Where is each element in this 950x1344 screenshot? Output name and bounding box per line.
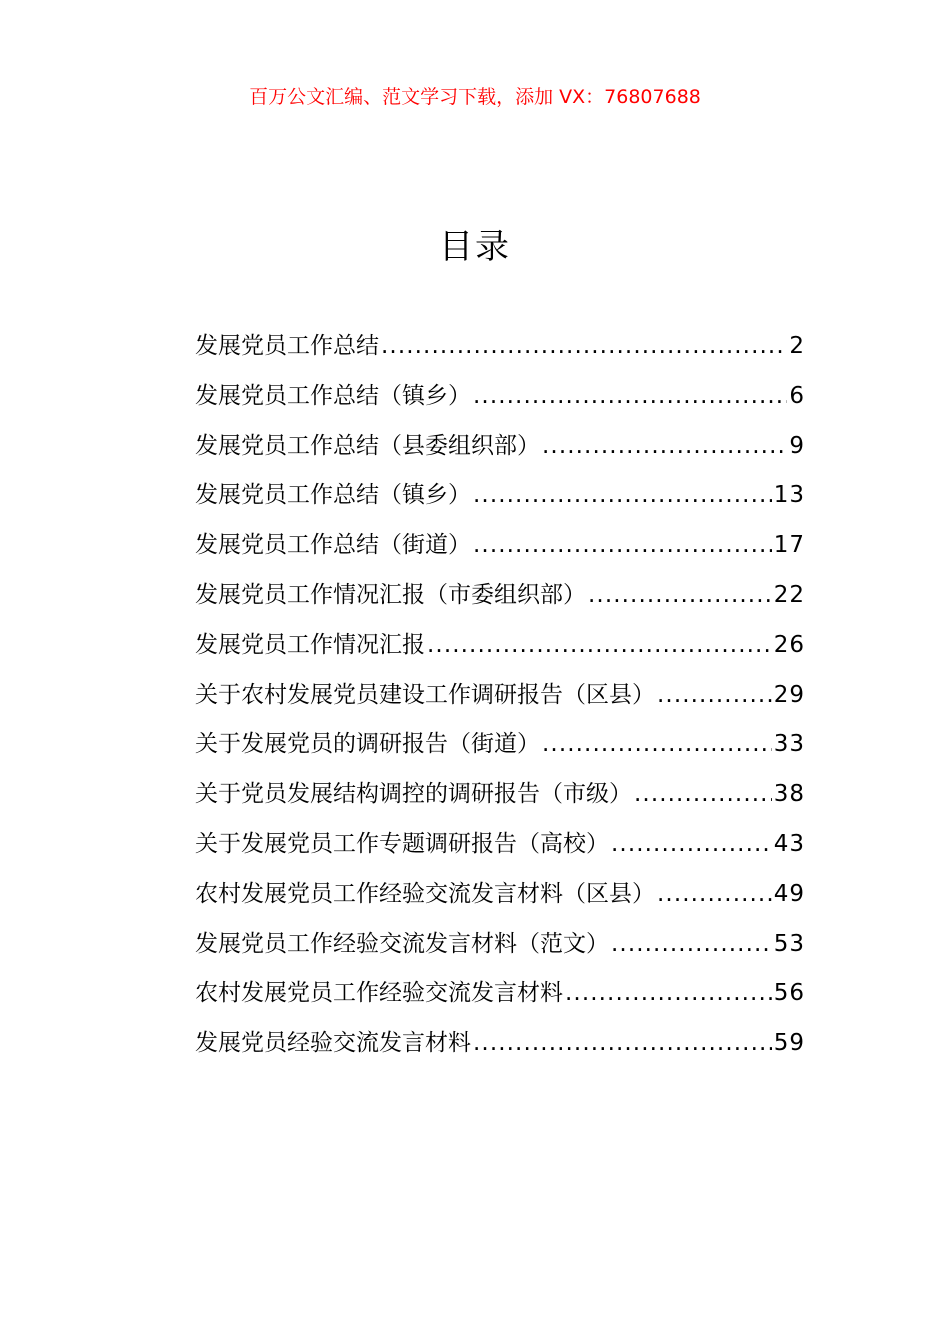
toc-entry[interactable] <box>195 820 805 870</box>
toc-dot-leader <box>565 969 772 1019</box>
toc-dot-leader <box>611 920 772 970</box>
toc-dot-leader <box>542 720 772 770</box>
toc-dot-leader <box>611 820 772 870</box>
toc-dot-leader <box>657 870 772 920</box>
toc-entry[interactable] <box>195 1019 805 1069</box>
toc-page-number: 38 <box>773 781 805 808</box>
toc-entry[interactable] <box>195 322 805 372</box>
toc-dot-leader <box>381 322 787 372</box>
toc-dot-leader <box>634 770 772 820</box>
toc-entry-title: 农村发展党员工作经验交流发言材料（区县） <box>195 880 655 907</box>
toc-page-number: 26 <box>773 631 805 658</box>
toc-entry-title: 发展党员工作经验交流发言材料（范文） <box>195 930 609 957</box>
page-title: 目录 <box>439 227 511 267</box>
toc-entry-title: 发展党员工作总结（街道） <box>195 532 471 559</box>
toc-dot-leader <box>473 471 772 521</box>
toc-entry[interactable] <box>195 770 805 820</box>
toc-entry[interactable] <box>195 920 805 970</box>
toc-entry[interactable] <box>195 521 805 571</box>
toc-page-number: 2 <box>789 333 805 359</box>
toc-entry-title: 发展党员工作情况汇报（市委组织部） <box>195 581 586 608</box>
toc-page-number: 6 <box>789 382 805 409</box>
toc-dot-leader <box>473 521 772 571</box>
toc-page-number: 29 <box>773 681 805 708</box>
toc-entry-title: 关于党员发展结构调控的调研报告（市级） <box>195 781 632 808</box>
toc-entry-title: 发展党员工作总结（镇乡） <box>195 482 471 509</box>
toc-page-number: 9 <box>789 432 805 459</box>
toc-entry-title: 发展党员工作总结（镇乡） <box>195 382 471 409</box>
toc-page-number: 22 <box>773 581 805 608</box>
toc-entry[interactable] <box>195 471 805 521</box>
toc-page-number: 17 <box>773 532 805 559</box>
toc-dot-leader <box>657 671 772 721</box>
toc-page-number: 13 <box>773 482 805 509</box>
toc-entry-title: 农村发展党员工作经验交流发言材料 <box>195 980 563 1007</box>
toc-entry[interactable] <box>195 671 805 721</box>
toc-dot-leader <box>588 571 772 621</box>
toc-entry[interactable] <box>195 571 805 621</box>
toc-page-number: 49 <box>773 880 805 907</box>
toc-page-number: 56 <box>773 980 805 1007</box>
toc-dot-leader <box>542 422 787 472</box>
toc-entry-title: 关于发展党员的调研报告（街道） <box>195 731 540 758</box>
table-of-contents <box>195 322 805 1069</box>
toc-dot-leader <box>473 1019 772 1069</box>
toc-entry-title: 关于农村发展党员建设工作调研报告（区县） <box>195 681 655 708</box>
toc-entry[interactable] <box>195 621 805 671</box>
toc-entry-title: 发展党员经验交流发言材料 <box>195 1030 471 1057</box>
toc-entry[interactable] <box>195 969 805 1019</box>
toc-page-number: 53 <box>773 930 805 957</box>
toc-page-number: 33 <box>773 731 805 758</box>
toc-dot-leader <box>473 372 787 422</box>
toc-page-number: 59 <box>773 1030 805 1057</box>
toc-entry-title: 发展党员工作总结 <box>195 333 379 359</box>
toc-entry[interactable] <box>195 720 805 770</box>
toc-entry-title: 发展党员工作情况汇报 <box>195 631 425 658</box>
header-note: 百万公文汇编、范文学习下载，添加 VX：76807688 <box>249 86 701 108</box>
toc-entry[interactable] <box>195 372 805 422</box>
toc-page-number: 43 <box>773 830 805 857</box>
toc-entry[interactable] <box>195 870 805 920</box>
toc-entry[interactable] <box>195 422 805 472</box>
toc-entry-title: 关于发展党员工作专题调研报告（高校） <box>195 830 609 857</box>
toc-entry-title: 发展党员工作总结（县委组织部） <box>195 432 540 459</box>
toc-dot-leader <box>427 621 772 671</box>
